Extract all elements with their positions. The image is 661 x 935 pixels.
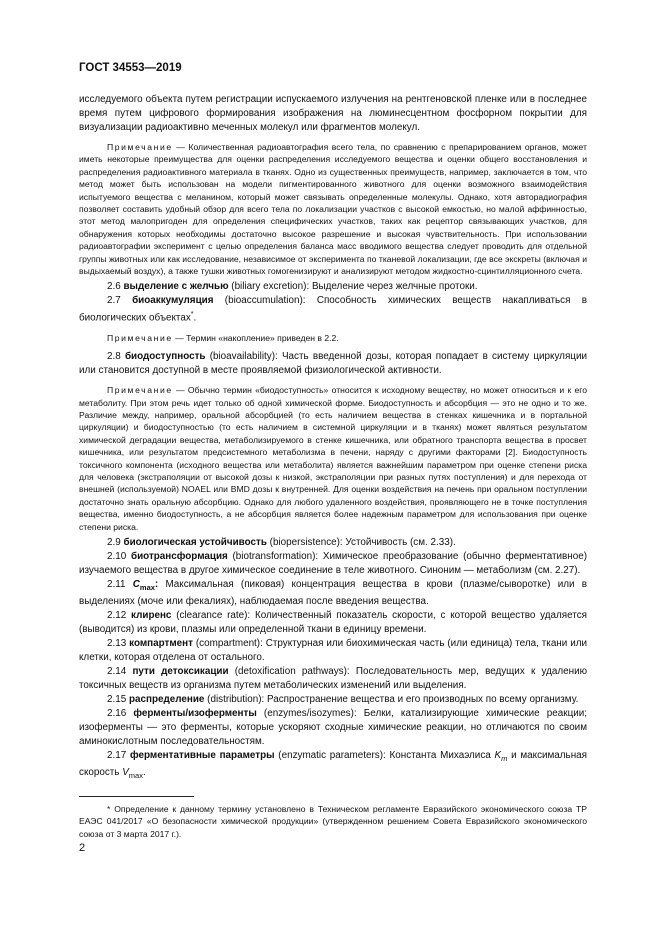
term-2-10 — [79, 550, 587, 578]
vmax-subscript: max — [128, 770, 143, 780]
term-definition: Количественный показатель скорости, с которой вещество удаляется (выводится) из крови, плазмы или определенной ткани в единицу времени. — [79, 610, 587, 636]
term-2-13 — [79, 637, 587, 665]
term-definition: Выделение через желчные протоки. — [309, 281, 478, 293]
note-text: — Обычно термин «биодоступность» относится к исходному веществу, но может относиться и к его метаболиту. При этом речь идет только об одной химической форме. Биодоступность и абсорбция — это не одно и то же. Различие между, например, оральной абсорбцией (то есть наличием вещества в стенках кишечника и в портальной циркуляции) и биодоступностью (то есть наличием в системной циркуляции и в тканях) может являться результатом химической деградации вещества, метаболизируемого в стенке кишечника, или обратного транспорта вещества в просвет кишечника, или результатом предсистемного метаболизма в печени, наряду с другими факторами [2]. Биодоступность токсичного компонента (исходного вещества или метаболита) является важнейшим параметром при оценке степени риска для человека (экстраполяции от высокой дозы к низкой, экстраполяции при разных путях поступления) и для перехода от внешней (используемой) NOAEL или BMD дозы к внутренней. Для оценки воздействия на печень при оральном поступлении достаточно знать оральную абсорбцию. Однако для любого удаленного воздействия, проявляющего не в точке поступления вещества, именно биодоступность, а не абсорбция является более надежным параметром для использования при оценке степени риска. — [79, 385, 587, 532]
term-name: C — [132, 579, 140, 591]
note-2 — [79, 332, 587, 344]
term-number: 2.11 — [107, 579, 126, 591]
term-end: . — [142, 766, 146, 778]
term-english: (distribution): — [204, 694, 265, 706]
term-2-8 — [79, 350, 587, 378]
term-name: биологическая устойчивость — [123, 537, 267, 549]
term-name: биотрансформация — [130, 551, 228, 563]
footnote-divider — [79, 796, 194, 797]
term-2-14 — [79, 665, 587, 693]
term-definition: Устойчивость (см. 2.33). — [342, 537, 456, 549]
term-number: 2.10 — [107, 551, 127, 563]
term-number: 2.6 — [107, 281, 121, 293]
term-definition: Часть введенной дозы, которая попадает в систему циркуляции или становится доступной в месте проявляемой физиологической активности. — [79, 351, 587, 377]
term-name: ферментативные параметры — [129, 750, 275, 762]
term-english: (biotransformation): — [227, 551, 319, 563]
term-english: (biliary excretion): — [228, 281, 310, 293]
note-label: Примечание — [107, 142, 173, 152]
term-definition: Химическое преобразование (обычно ферментативное) изучаемого вещества в другое химическое соединение в теле животного. Синоним — метаболизм (см. 2.27). — [79, 551, 588, 577]
term-english: (biopersistence): — [266, 537, 343, 549]
term-english: (detoxification pathways): — [228, 666, 350, 678]
term-name: биоаккумуляция — [132, 295, 214, 307]
footnote-marker: * — [190, 311, 194, 319]
term-number: 2.15 — [107, 694, 127, 706]
footnote-text-block — [79, 803, 587, 840]
term-english: (compartment): — [192, 638, 263, 650]
term-2-16 — [79, 707, 587, 749]
term-2-15 — [79, 693, 587, 707]
term-name: биодоступность — [124, 351, 206, 363]
vmax-symbol: V — [122, 766, 129, 778]
term-number: 2.16 — [107, 708, 127, 720]
term-colon: : — [154, 579, 159, 591]
term-name: компартмент — [129, 638, 193, 650]
note-text: — Термин «накопление» приведен в 2.2. — [172, 332, 339, 343]
footnote-mark: * — [107, 804, 111, 814]
km-symbol: K — [494, 750, 502, 762]
note-label: Примечание — [107, 385, 173, 396]
term-2-11 — [79, 578, 587, 609]
term-2-6 — [79, 280, 587, 294]
term-2-12 — [79, 609, 587, 637]
page-number: 2 — [79, 842, 86, 854]
page-header-title: ГОСТ 34553—2019 — [79, 62, 182, 74]
term-number: 2.12 — [107, 610, 127, 622]
note-text: — Количественная радиоавтография всего тела, по сравнению с препарированием органов, может иметь некоторые преимущества для оценки распределения исследуемого вещества и оценки общего восстановления и распределения радиоактивного материала в тканях. Одно из существенных преимуществ, например, заключается в том, что метод может быть использован на модели пигментированного животного для оценки возможного взаимодействия испытуемого вещества с меланином, который может связывать определенные молекулы. Однако, хотя авторадиография позволяет составить удобный обзор для всего тела по локализации участков с высокой емкостью, но малой аффинностью, этот метод малопригоден для определения специфических участков, таких как рецептор связывающих участков, для обнаружения которых необходимы достаточно высокое разрешение и высокая чувствительность. При использовании радиоавтографии эксперимент с целью определения баланса масс вводимого вещества следует проводить для отдельной группы животных или как исследование, независимое от эксперимента по тканевой локализации, где все экскреты (включая и выдыхаемый воздух), а также тушки животных гомогенизируют и анализируют методом жидкостно-сцинтилляционного счета. — [79, 142, 587, 277]
term-english: (enzymes/isozymes): — [256, 708, 357, 720]
term-english: (bioaccumulation): — [213, 295, 306, 307]
term-number: 2.17 — [107, 750, 127, 762]
footnote-text: Определение к данному термину установлено в Техническом регламенте Евразийского экономического союза ТР ЕАЭС 041/2017 «О безопасности химической продукции» (утвержденном решением Совета Евразийского экономического союза от 3 марта 2017 г.). — [79, 804, 587, 839]
term-definition: Белки, катализирующие химические реакции; изоферменты — это ферменты, которые ускоряют сходные химические реакции, но отличаются по своим аминокислотным последовательностям. — [79, 708, 587, 748]
term-definition: Структурная или биохимическая часть (или единица) тела, ткани или клетки, которая отделена от остального. — [79, 638, 587, 664]
term-definition: Способность химических веществ накапливаться в биологических объектах — [79, 295, 587, 324]
term-name: пути детоксикации — [132, 666, 229, 678]
term-2-9 — [79, 536, 587, 550]
footnote — [79, 803, 587, 840]
note-label: Примечание — [107, 332, 173, 343]
term-definition: Последовательность мер, ведущих к удалению токсичных веществ из организма путем метаболических изменений или выделения. — [79, 666, 587, 692]
term-name: выделение с желчью — [123, 281, 229, 293]
term-number: 2.9 — [107, 537, 121, 549]
term-number: 2.8 — [107, 351, 121, 363]
note-3 — [79, 384, 587, 533]
term-name: ферменты/изоферменты — [133, 708, 257, 720]
term-2-7 — [79, 294, 587, 325]
term-english: (enzymatic parameters): — [274, 750, 386, 762]
term-2-17 — [79, 749, 587, 783]
term-end: . — [193, 312, 197, 324]
term-number: 2.13 — [107, 638, 127, 650]
term-name: клиренс — [131, 610, 172, 622]
term-definition: Константа Михаэлиса — [385, 750, 495, 762]
document-body — [79, 93, 587, 783]
term-definition: Максимальная (пиковая) концентрация вещества в крови (плазме/сыворотке) или в выделениях (моче или фекалиях), наблюдаемая после введения вещества. — [79, 579, 588, 608]
term-name: распределение — [128, 694, 205, 706]
term-english: (clearance rate): — [171, 610, 251, 622]
term-number: 2.14 — [107, 666, 127, 678]
term-subscript: max — [139, 583, 155, 593]
km-subscript: m — [501, 753, 508, 763]
term-number: 2.7 — [107, 295, 121, 307]
note-1 — [79, 141, 587, 277]
term-definition: Распространение вещества и его производных по всему организму. — [264, 694, 579, 706]
intro-paragraph: исследуемого объекта путем регистрации испускаемого излучения на рентгеновской пленке или в последнее время путем цифрового формирования изображения на люминесцентном фосфорном покрытии для визуализации радиоактивно меченных молекул или фрагментов молекул. — [79, 94, 587, 133]
term-and: и максимальная скорость — [79, 750, 587, 778]
term-english: (bioavailability): — [205, 351, 278, 363]
